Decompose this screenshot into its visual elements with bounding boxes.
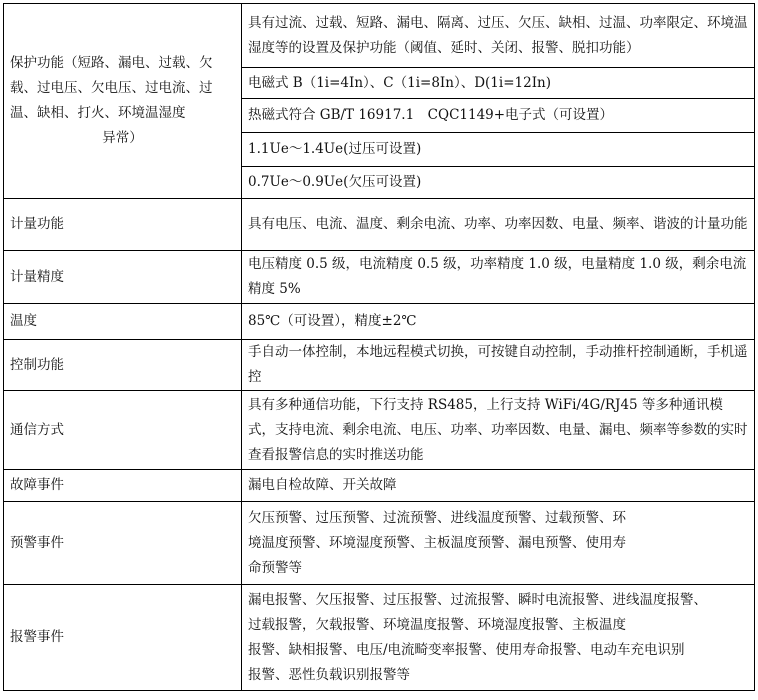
alarm-line: 漏电报警、欠压报警、过压报警、过流报警、瞬时电流报警、进线温度报警、 xyxy=(248,591,707,608)
spec-table xyxy=(3,3,755,691)
table-row xyxy=(4,4,755,68)
row-value-fault: 漏电自检故障、开关故障 xyxy=(242,470,755,502)
row-label-protection xyxy=(4,4,242,199)
protection-label-main: 保护功能（短路、漏电、过载、欠载、过电压、欠电压、过电流、过温、缺相、打火、环境温湿度 xyxy=(10,55,213,121)
protection-value-magnetic: 电磁式 B（1i=4In）、C（1i=8In）、D(1i=12In) xyxy=(242,68,755,99)
table-row xyxy=(4,502,755,585)
table-row xyxy=(4,251,755,304)
protection-label-tail: 异常） xyxy=(102,130,143,146)
warning-line: 境温度预警、环境湿度预警、主板温度预警、漏电预警、使用寿 xyxy=(248,534,626,551)
protection-value-thermal: 热磁式符合 GB/T 16917.1 CQC1149+电子式（可设置） xyxy=(242,99,755,133)
table-row xyxy=(4,199,755,251)
table-row xyxy=(4,391,755,470)
protection-value-overvoltage: 1.1Ue～1.4Ue(过压可设置) xyxy=(242,133,755,167)
row-value-warning xyxy=(242,502,755,585)
row-value-temperature: 85℃（可设置），精度±2℃ xyxy=(242,304,755,340)
row-value-communication: 具有多种通信功能，下行支持 RS485，上行支持 WiFi/4G/RJ45 等多种通讯模式，支持电流、剩余电流、电压、功率、功率因数、电量、漏电、频率等参数的实时查看报警信息的实时推送功能 xyxy=(242,391,755,470)
table-row xyxy=(4,470,755,502)
row-label-fault: 故障事件 xyxy=(4,470,242,502)
row-value-alarm xyxy=(242,585,755,691)
protection-value-general: 具有过流、过载、短路、漏电、隔离、过压、欠压、缺相、过温、功率限定、环境温湿度等的设置及保护功能（阈值、延时、关闭、报警、脱扣功能） xyxy=(242,4,755,68)
row-label-alarm: 报警事件 xyxy=(4,585,242,691)
row-label-accuracy: 计量精度 xyxy=(4,251,242,304)
row-label-metering: 计量功能 xyxy=(4,199,242,251)
alarm-line: 报警、恶性负载识别报警等 xyxy=(248,666,410,683)
row-value-control: 手自动一体控制，本地远程模式切换，可按键自动控制，手动推杆控制通断，手机遥控 xyxy=(242,340,755,391)
table-row xyxy=(4,304,755,340)
warning-line: 命预警等 xyxy=(248,559,302,576)
row-label-communication: 通信方式 xyxy=(4,391,242,470)
protection-value-undervoltage: 0.7Ue～0.9Ue(欠压可设置) xyxy=(242,167,755,199)
row-label-control: 控制功能 xyxy=(4,340,242,391)
alarm-line: 报警、缺相报警、电压/电流畸变率报警、使用寿命报警、电动车充电识别 xyxy=(248,641,685,658)
warning-line: 欠压预警、过压预警、过流预警、进线温度预警、过载预警、环 xyxy=(248,509,626,526)
table-row xyxy=(4,585,755,691)
row-value-accuracy: 电压精度 0.5 级，电流精度 0.5 级，功率精度 1.0 级，电量精度 1.0 级，剩余电流精度 5% xyxy=(242,251,755,304)
row-label-temperature: 温度 xyxy=(4,304,242,340)
row-value-metering: 具有电压、电流、温度、剩余电流、功率、功率因数、电量、频率、谐波的计量功能 xyxy=(242,199,755,251)
table-row xyxy=(4,340,755,391)
alarm-line: 过载报警，欠载报警、环境温度报警、环境湿度报警、主板温度 xyxy=(248,616,626,633)
row-label-warning: 预警事件 xyxy=(4,502,242,585)
